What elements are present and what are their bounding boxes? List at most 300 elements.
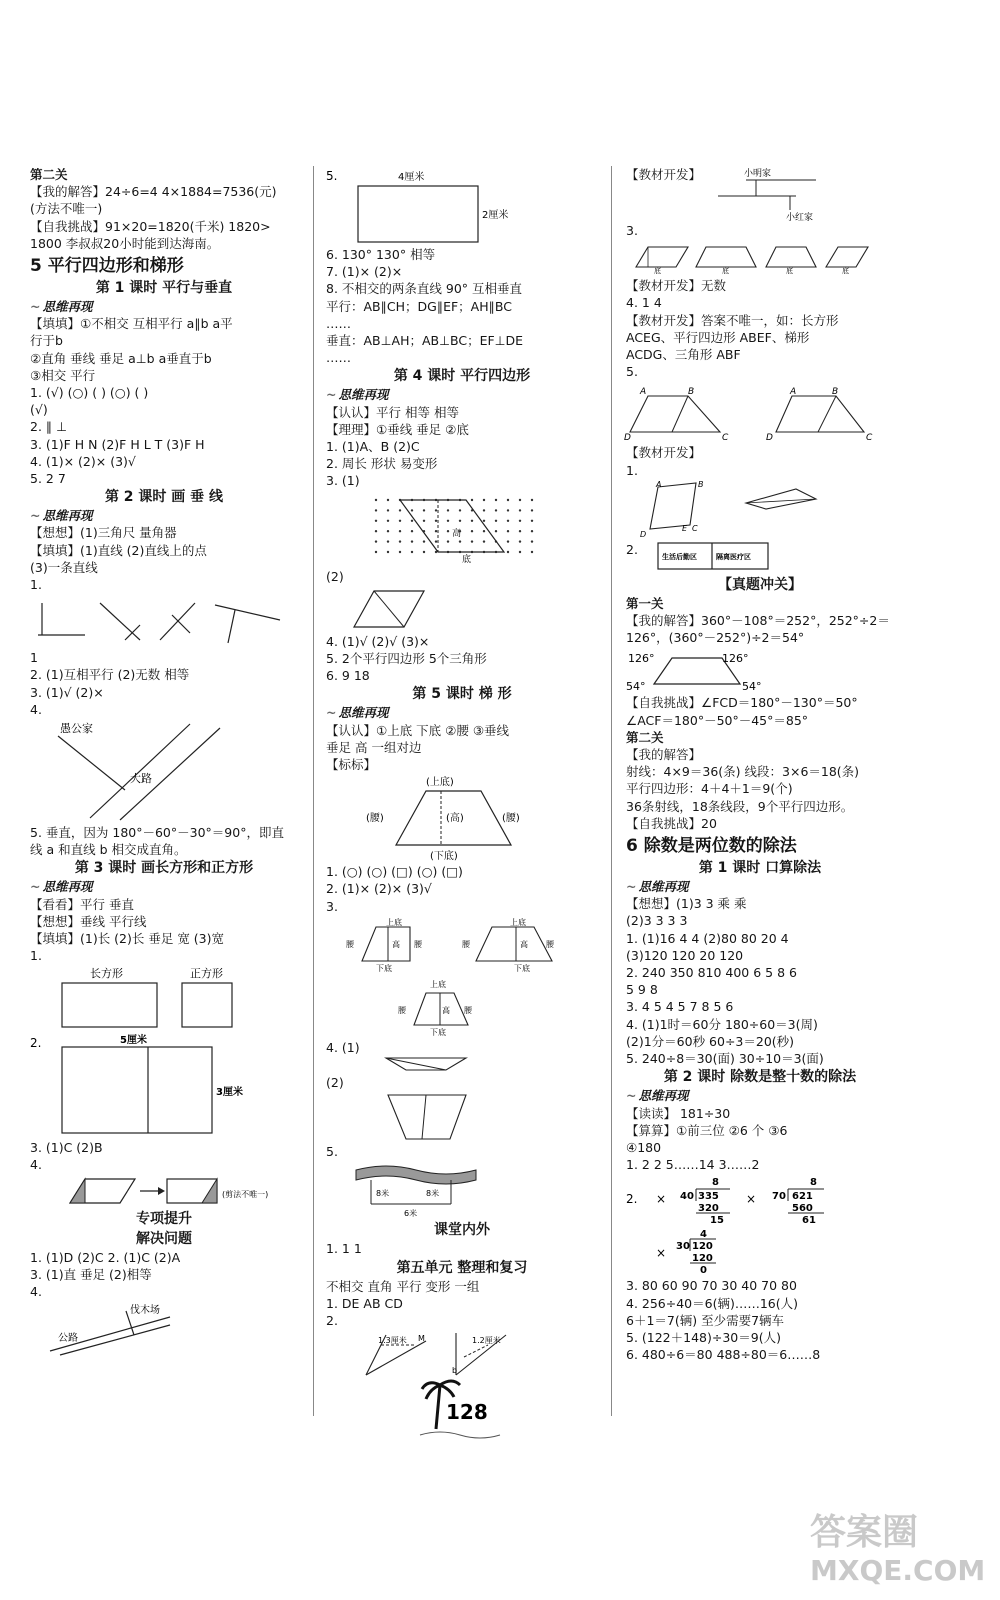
line: (3)120 120 20 120 xyxy=(626,947,744,963)
cut-figure xyxy=(30,1175,290,1207)
road-label: 大路 xyxy=(130,772,152,786)
grid-dot xyxy=(399,509,401,511)
grid-dot xyxy=(423,509,425,511)
line: 5. 垂直，因为 180°－60°－30°＝90°，即直 xyxy=(30,825,284,841)
line: 1. (○) (○) (□) (○) (□) xyxy=(326,864,463,880)
line: 3. xyxy=(626,223,638,238)
quotient: 4 xyxy=(700,1229,707,1241)
grid-dot xyxy=(507,540,509,542)
line: 【教材开发】答案不唯一，如：长方形 xyxy=(626,312,839,328)
grid-dot xyxy=(507,550,509,552)
special-title: 专项提升 xyxy=(136,1210,192,1227)
leg-label: 腰 xyxy=(464,1005,472,1015)
grid-dot xyxy=(387,540,389,542)
kite-figure xyxy=(626,481,886,539)
divisor: 30 xyxy=(676,1241,690,1253)
lesson-title: 第 3 课时 画长方形和正方形 xyxy=(74,860,254,877)
angle-label: 54° xyxy=(626,680,646,694)
section-heading: ~ 思维再现 xyxy=(30,298,298,315)
lesson-title: 第 4 课时 平行四边形 xyxy=(393,368,531,385)
line: 4. xyxy=(30,701,42,717)
grid-dot xyxy=(471,519,473,521)
line: 1800 李叔叔20小时能到达海南。 xyxy=(30,235,220,251)
grid-dot xyxy=(483,530,485,532)
dot-grid-figure xyxy=(326,492,596,566)
line: 1. (1)D (2)C 2. (1)C (2)A xyxy=(30,1249,181,1265)
line: 【我的解答】 xyxy=(626,747,702,763)
line: ③相交 平行 xyxy=(30,367,96,383)
grid-dot xyxy=(435,540,437,542)
column-2 xyxy=(326,166,598,1379)
line: 3. (1)F H N (2)F H L T (3)F H xyxy=(30,436,205,452)
line: 【我的解答】24÷6=4 4×1884=7536(元) xyxy=(30,184,277,200)
line: (2)3 3 3 3 xyxy=(626,913,688,929)
grid-dot xyxy=(399,519,401,521)
grid-dot xyxy=(423,550,425,552)
point-label: B xyxy=(698,479,704,489)
base-label: 底 xyxy=(722,267,729,276)
line: 3. 80 60 90 70 30 40 70 80 xyxy=(626,1278,797,1294)
point-label: M xyxy=(418,1334,425,1344)
line: 不相交 直角 平行 变形 一组 xyxy=(326,1278,480,1294)
line: 3. (1)C (2)B xyxy=(30,1139,103,1155)
logging-label: 伐木场 xyxy=(130,1304,160,1316)
line: 4. (1)× (2)× (3)√ xyxy=(30,453,136,469)
line: …… xyxy=(326,350,351,366)
grid-dot xyxy=(519,519,521,521)
q-number: 2. xyxy=(626,541,638,557)
line: 3. (1) xyxy=(326,473,360,489)
grid-dot xyxy=(471,540,473,542)
top-base-label: 上底 xyxy=(430,979,446,989)
distance-figure xyxy=(326,1331,596,1377)
grid-dot xyxy=(423,540,425,542)
line: (2) xyxy=(326,1075,344,1091)
wrong-mark: × xyxy=(656,1246,667,1261)
logging-road-figure xyxy=(30,1303,290,1355)
road-label: 公路 xyxy=(58,1332,78,1344)
area-label-a: 生活后勤区 xyxy=(662,552,697,561)
grid-dot xyxy=(531,498,533,500)
line: 【自我挑战】20 xyxy=(626,815,717,831)
point-label: D xyxy=(766,433,773,444)
base-label: 底 xyxy=(654,267,661,276)
grid-dot xyxy=(459,519,461,521)
grid-dot xyxy=(495,530,497,532)
line: 5. (122＋148)÷30＝9(人) xyxy=(626,1329,781,1345)
divisor: 70 xyxy=(772,1191,786,1203)
watermark-text: 答案圈 xyxy=(810,1512,919,1553)
grid-dot xyxy=(447,530,449,532)
line: 【教材开发】无数 xyxy=(626,278,727,294)
width-label: 4厘米 xyxy=(398,172,425,183)
grid-dot xyxy=(471,530,473,532)
grid-dot xyxy=(375,509,377,511)
line: 【我的解答】360°－108°＝252°，252°÷2＝ xyxy=(626,613,890,629)
line: 线 a 和直线 b 相交成直角。 xyxy=(30,842,187,858)
line: (3)一条直线 xyxy=(30,559,98,575)
area-label-b: 隔离医疗区 xyxy=(716,552,751,561)
leg-label: 腰 xyxy=(398,1005,406,1015)
section-heading: ~ 思维再现 xyxy=(30,507,298,524)
page-number-badge xyxy=(420,1375,500,1445)
base-label: 底 xyxy=(462,554,472,565)
home-label-a: 小明家 xyxy=(744,169,772,179)
line: 【认认】平行 相等 相等 xyxy=(326,404,459,420)
line: 2. xyxy=(326,1313,338,1329)
line: 【自我挑战】91×20=1820(千米) 1820> xyxy=(30,218,271,234)
dividend: 120 xyxy=(692,1241,713,1253)
line: 【自我挑战】∠FCD＝180°－130°＝50° xyxy=(626,695,858,711)
dividend: 621 xyxy=(792,1191,813,1203)
line: (2)1分＝60秒 60÷3＝20(秒) xyxy=(626,1033,795,1049)
line: 3. (1)√ (2)× xyxy=(30,684,104,700)
rectangle-5x3-figure xyxy=(30,1033,290,1137)
line: 5. xyxy=(626,364,638,380)
perpendicular-figure xyxy=(30,595,290,647)
grid-dot xyxy=(519,498,521,500)
height-label: 高 xyxy=(520,939,528,949)
line: 8. 不相交的两条直线 90° 互相垂直 xyxy=(326,281,523,297)
grid-dot xyxy=(495,519,497,521)
grid-dot xyxy=(531,550,533,552)
quotient: 8 xyxy=(712,1177,719,1189)
line: 【填填】①不相交 互相平行 a∥b a平 xyxy=(30,316,233,332)
point-label: A xyxy=(640,387,647,398)
quotient: 8 xyxy=(810,1177,817,1189)
grid-dot xyxy=(435,530,437,532)
width-label-c: 6米 xyxy=(404,1209,418,1219)
point-label: D xyxy=(640,529,647,539)
height-label: 高 xyxy=(452,528,462,539)
grid-dot xyxy=(531,519,533,521)
area-boxes xyxy=(656,541,776,571)
section-title: 课堂内外 xyxy=(434,1222,490,1239)
grid-dot xyxy=(507,509,509,511)
review-title: 第五单元 整理和复习 xyxy=(396,1259,528,1276)
width-label-b: 8米 xyxy=(426,1189,440,1199)
grid-dot xyxy=(387,519,389,521)
section-heading: ~ 思维再现 xyxy=(30,878,298,895)
line: 平行四边形：4＋4＋1＝9(个) xyxy=(626,781,793,797)
lesson-title: 第 1 课时 平行与垂直 xyxy=(95,280,233,297)
line: 5 9 8 xyxy=(626,982,658,998)
line: 【看看】平行 垂直 xyxy=(30,896,134,912)
angle-label: 126° xyxy=(628,652,655,666)
grid-dot xyxy=(483,498,485,500)
top-base-label: (上底) xyxy=(426,777,454,789)
length-label-c: 1.2厘米 xyxy=(472,1336,501,1346)
parallelogram-figure xyxy=(326,587,596,631)
line: 2. 240 350 810 400 6 5 8 6 xyxy=(626,965,797,981)
grid-dot xyxy=(399,530,401,532)
grid-dot xyxy=(411,550,413,552)
length-label-a: 1.3厘米 xyxy=(378,1336,407,1346)
line: 1. xyxy=(30,577,42,593)
grid-dot xyxy=(483,509,485,511)
line: 【读读】 181÷30 xyxy=(626,1105,731,1121)
angle-label: 54° xyxy=(742,680,762,694)
line: 1. xyxy=(30,948,42,964)
angle-trapezoid-figure xyxy=(626,648,886,692)
point-label: C xyxy=(866,433,873,444)
grid-dot xyxy=(507,530,509,532)
split-figure-2 xyxy=(326,1093,596,1141)
line: 【想想】(1)3 3 乘 乘 xyxy=(626,896,747,912)
leg-label-left: (腰) xyxy=(366,813,384,825)
point-label: b xyxy=(452,1366,458,1376)
section-heading: ~ 思维再现 xyxy=(626,1087,894,1104)
grid-dot xyxy=(435,509,437,511)
line: 1. 1 1 xyxy=(326,1241,362,1257)
line: 行于b xyxy=(30,333,63,349)
grid-dot xyxy=(375,519,377,521)
divisor: 40 xyxy=(680,1191,694,1203)
lesson-title: 第 1 课时 口算除法 xyxy=(698,860,822,877)
product: 120 xyxy=(692,1253,713,1265)
height-label: 2厘米 xyxy=(482,210,509,221)
grid-dot xyxy=(447,540,449,542)
grid-dot xyxy=(471,498,473,500)
point-label: D xyxy=(624,433,631,444)
grid-dot xyxy=(519,509,521,511)
leg-label-right: (腰) xyxy=(502,813,520,825)
line: 【认认】①上底 下底 ②腰 ③垂线 xyxy=(326,722,510,738)
trapezoid-label-figure xyxy=(326,775,596,861)
grid-dot xyxy=(531,509,533,511)
line: (方法不唯一) xyxy=(30,201,103,217)
top-base-label: 上底 xyxy=(386,917,402,927)
line: 3. xyxy=(326,898,338,914)
bottom-base-label: 下底 xyxy=(376,963,392,973)
exam-title: 【真题冲关】 xyxy=(718,576,802,593)
q-number: 5. xyxy=(326,169,338,183)
bottom-base-label: 下底 xyxy=(514,963,530,973)
point-label: B xyxy=(832,387,839,398)
grid-dot xyxy=(399,540,401,542)
wrong-mark: × xyxy=(656,1192,667,1207)
line: 第二关 xyxy=(626,729,664,745)
page-number: 128 xyxy=(446,1400,488,1424)
width-label: 5厘米 xyxy=(120,1034,147,1046)
leg-label: 腰 xyxy=(414,939,422,949)
grid-dot xyxy=(423,519,425,521)
bases-figure xyxy=(626,241,886,275)
grid-dot xyxy=(411,509,413,511)
line: 3. (1)直 垂足 (2)相等 xyxy=(30,1267,152,1283)
line xyxy=(626,166,894,222)
line: 126°，(360°－252°)÷2＝54° xyxy=(626,630,805,646)
split-figure-1 xyxy=(326,1058,596,1072)
grid-dot xyxy=(411,519,413,521)
line: 6. 9 18 xyxy=(326,668,370,684)
top-base-label: 上底 xyxy=(510,917,526,927)
leg-label: 腰 xyxy=(462,939,470,949)
product: 560 xyxy=(792,1203,813,1215)
line: 1. (1)16 4 4 (2)80 80 20 4 xyxy=(626,930,789,946)
line: 【填填】(1)直线 (2)直线上的点 xyxy=(30,542,207,558)
line: 7. (1)× (2)× xyxy=(326,264,403,280)
column-divider xyxy=(313,166,314,1416)
cut-note: (剪法不唯一) xyxy=(222,1189,269,1199)
line: 3. 4 5 4 5 7 8 5 6 xyxy=(626,999,734,1015)
wrong-mark: × xyxy=(746,1192,757,1207)
height-label: 高 xyxy=(392,939,400,949)
unit-title: 5 平行四边形和梯形 xyxy=(30,256,184,277)
square-label: 正方形 xyxy=(190,966,223,980)
trapezoid-abcd-figure xyxy=(626,382,886,442)
point-label: A xyxy=(790,387,797,398)
section-heading: ~ 思维再现 xyxy=(626,878,894,895)
q-number: 2. xyxy=(626,1192,638,1207)
grid-dot xyxy=(387,530,389,532)
special-subtitle: 解决问题 xyxy=(136,1230,192,1247)
lesson-title: 第 5 课时 梯 形 xyxy=(412,686,512,703)
point-label: B xyxy=(688,387,695,398)
bottom-base-label: (下底) xyxy=(430,851,458,863)
grid-dot xyxy=(483,519,485,521)
line: 第二关 xyxy=(30,167,68,182)
home-label: 愚公家 xyxy=(60,722,93,736)
leg-label: 腰 xyxy=(346,939,354,949)
lesson-title: 第 2 课时 画 垂 线 xyxy=(104,489,224,506)
grid-dot xyxy=(387,509,389,511)
line: 6＋1＝7(辆) 至少需要7辆车 xyxy=(626,1312,785,1328)
section-heading: ~ 思维再现 xyxy=(326,386,598,403)
line: 垂足 高 一组对边 xyxy=(326,739,422,755)
line: 1. (1)A、B (2)C xyxy=(326,439,420,455)
lesson-title: 第 2 课时 除数是整十数的除法 xyxy=(663,1069,857,1086)
grid-dot xyxy=(387,550,389,552)
column-3 xyxy=(626,166,894,1363)
rectangle-4x2-figure xyxy=(326,168,596,244)
grid-dot xyxy=(447,519,449,521)
line: 6. 480÷6＝80 488÷80＝6……8 xyxy=(626,1347,821,1363)
point-label: E xyxy=(682,523,688,533)
line: 【想想】垂线 平行线 xyxy=(30,913,147,929)
line: 【理理】①垂线 垂足 ②底 xyxy=(326,421,469,437)
column-divider xyxy=(611,166,612,1416)
line: 4. (1) xyxy=(326,1039,360,1055)
point-label: C xyxy=(692,523,698,533)
line: 5. 2个平行四边形 5个三角形 xyxy=(326,651,487,667)
line: 2. 周长 形状 易变形 xyxy=(326,456,438,472)
grid-dot xyxy=(375,540,377,542)
line: 4. xyxy=(30,1284,42,1300)
line: 1. xyxy=(626,462,638,478)
line: 4. 1 4 xyxy=(626,295,662,311)
q-number: 2. xyxy=(30,1035,42,1050)
remainder: 15 xyxy=(710,1215,724,1227)
line: 1. (√) (○) ( ) (○) ( ) xyxy=(30,385,149,401)
base-label: 底 xyxy=(786,267,793,276)
base-label: 底 xyxy=(842,267,849,276)
line: 1 xyxy=(30,650,38,666)
dev-label: 【教材开发】 xyxy=(626,167,702,182)
line: 【标标】 xyxy=(326,757,377,773)
rect-label: 长方形 xyxy=(90,966,123,980)
grid-dot xyxy=(531,530,533,532)
line: 4. 256÷40＝6(辆)……16(人) xyxy=(626,1295,799,1311)
grid-dot xyxy=(375,498,377,500)
line: ACEG、平行四边形 ABEF、梯形 xyxy=(626,329,810,345)
grid-dot xyxy=(507,498,509,500)
line: ACDG、三角形 ABF xyxy=(626,347,741,363)
grid-dot xyxy=(447,509,449,511)
line: 2. (1)互相平行 (2)无数 相等 xyxy=(30,667,190,683)
line: 1. 2 2 5……14 3……2 xyxy=(626,1157,760,1173)
line: 1. DE AB CD xyxy=(326,1295,403,1311)
line: …… xyxy=(326,315,351,331)
line: 【想想】(1)三角尺 量角器 xyxy=(30,525,177,541)
unit-title: 6 除数是两位数的除法 xyxy=(626,836,797,857)
grid-dot xyxy=(483,540,485,542)
grid-dot xyxy=(519,540,521,542)
grid-dot xyxy=(495,498,497,500)
grid-dot xyxy=(459,509,461,511)
line: ∠ACF＝180°－50°－45°＝85° xyxy=(626,712,809,728)
bottom-base-label: 下底 xyxy=(430,1027,446,1037)
rectangle-square-figure xyxy=(30,967,290,1031)
line: 垂直：AB⊥AH；AB⊥BC；EF⊥DE xyxy=(326,333,524,349)
grid-dot xyxy=(519,530,521,532)
road-figure xyxy=(30,720,290,822)
grid-dot xyxy=(411,530,413,532)
line: 射线：4×9＝36(条) 线段：3×6＝18(条) xyxy=(626,764,860,780)
watermark-url: MXQE.COM xyxy=(810,1554,986,1587)
line: 【填填】(1)长 (2)长 垂足 宽 (3)宽 xyxy=(30,931,225,947)
section-heading: ~ 思维再现 xyxy=(326,704,598,721)
height-label: (高) xyxy=(446,813,464,825)
grid-dot xyxy=(459,540,461,542)
line: (√) xyxy=(30,402,48,418)
line: 平行：AB∥CH；DG∥EF；AH∥BC xyxy=(326,298,512,314)
line: 36条射线，18条线段，9个平行四边形。 xyxy=(626,798,854,814)
grid-dot xyxy=(411,540,413,542)
river-figure xyxy=(326,1162,596,1218)
line xyxy=(626,541,894,575)
angle-label: 126° xyxy=(722,652,749,666)
leg-label: 腰 xyxy=(546,939,554,949)
line: 第一关 xyxy=(626,595,664,611)
column-1 xyxy=(30,166,298,1357)
height-label: 3厘米 xyxy=(216,1086,243,1098)
grid-dot xyxy=(375,530,377,532)
point-label: C xyxy=(722,433,729,444)
line: 4. (1)1时＝60分 180÷60＝3(周) xyxy=(626,1016,818,1032)
line: 5. xyxy=(326,1144,338,1160)
grid-dot xyxy=(375,550,377,552)
line: 4. xyxy=(30,1156,42,1172)
grid-dot xyxy=(507,519,509,521)
line: 【算算】①前三位 ②6 个 ③6 xyxy=(626,1122,788,1138)
line: 2. ∥ ⊥ xyxy=(30,419,68,435)
line: 2. (1)× (2)× (3)√ xyxy=(326,881,432,897)
product: 320 xyxy=(698,1203,719,1215)
trapezoids-figure xyxy=(326,917,596,1037)
grid-dot xyxy=(399,550,401,552)
grid-dot xyxy=(495,509,497,511)
grid-dot xyxy=(435,519,437,521)
height-label: 高 xyxy=(442,1005,450,1015)
long-division-figure xyxy=(626,1175,886,1275)
line: 5. 2 7 xyxy=(30,471,66,487)
watermark-logo xyxy=(800,1500,986,1590)
home-label-b: 小红家 xyxy=(786,213,814,223)
line: 6. 130° 130° 相等 xyxy=(326,247,436,262)
line: 4. (1)√ (2)√ (3)× xyxy=(326,633,430,649)
line: ④180 xyxy=(626,1139,662,1155)
